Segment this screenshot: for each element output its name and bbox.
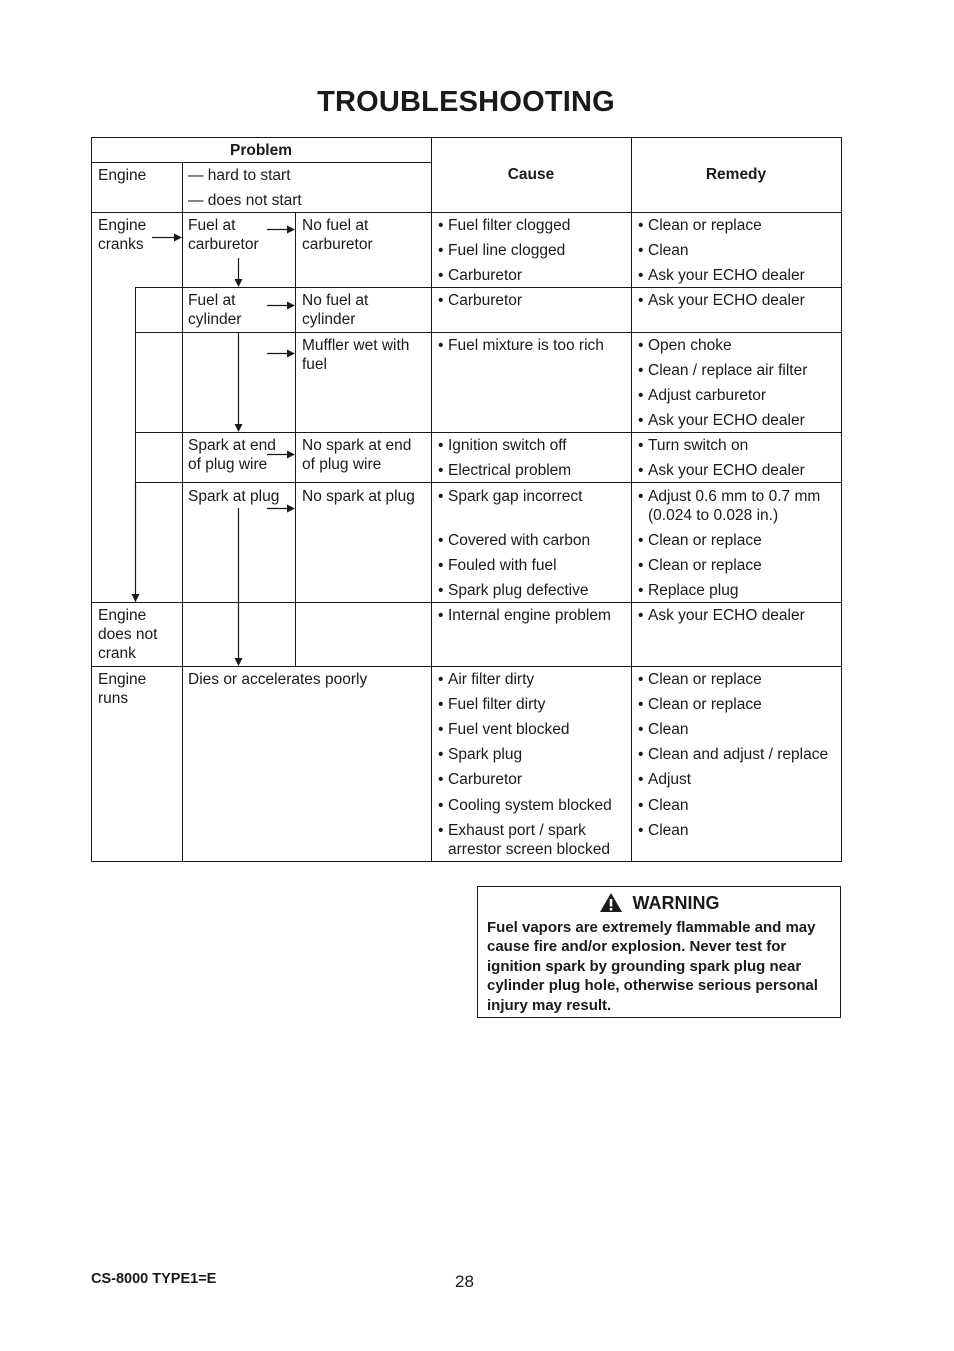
table-rule: [295, 212, 296, 667]
cause-item: • Carburetor: [438, 771, 523, 788]
no-fuel-at-cylinder-label: No fuel at cylinder: [302, 292, 369, 328]
engine-label: Engine: [98, 167, 147, 184]
dies-or-accelerates-label: Dies or accelerates poorly: [188, 671, 368, 688]
remedy-item: • Ask your ECHO dealer: [638, 267, 805, 284]
cause-item: • Fouled with fuel: [438, 557, 557, 574]
fuel-at-cylinder-label: Fuel at cylinder: [188, 292, 242, 328]
model-number: CS-8000 TYPE1=E: [91, 1271, 217, 1287]
no-fuel-at-carburetor-label: No fuel at carburetor: [302, 217, 373, 253]
cause-item: • Ignition switch off: [438, 437, 567, 454]
fuel-at-carburetor-label: Fuel at carburetor: [188, 217, 259, 253]
warning-box: [477, 886, 841, 1018]
flow-arrow-down-icon: [234, 258, 243, 287]
warning-text: Fuel vapors are extremely flammable and may cause fire and/or explosion. Never test for ignition spark by grounding spark plug near cylinder plug hole, otherwise serious personal injury may result.: [487, 919, 818, 1014]
remedy-item: • Clean or replace: [638, 557, 762, 574]
table-rule: [841, 137, 842, 862]
remedy-item: • Clean: [638, 797, 689, 814]
page-number: 28: [455, 1272, 474, 1291]
no-spark-at-end-label: No spark at end of plug wire: [302, 437, 412, 473]
cause-item: • Electrical problem: [438, 462, 572, 479]
table-rule: [631, 137, 632, 862]
table-rule: [91, 137, 92, 862]
remedy-item: • Clean: [638, 822, 689, 839]
warning-triangle-icon: [599, 892, 623, 913]
remedy-item: • Clean or replace: [638, 217, 762, 234]
table-rule: [91, 666, 842, 667]
cause-item: • Carburetor: [438, 267, 523, 284]
flow-arrow-right-icon: [267, 301, 295, 310]
remedy-item: • Ask your ECHO dealer: [638, 462, 805, 479]
engine-cranks-label: Engine cranks: [98, 217, 147, 253]
cause-item: • Spark gap incorrect: [438, 488, 583, 505]
spark-at-end-label: Spark at end of plug wire: [188, 437, 276, 473]
no-spark-at-plug-label: No spark at plug: [302, 488, 415, 505]
remedy-item: • Turn switch on: [638, 437, 749, 454]
remedy-item: • Replace plug: [638, 582, 739, 599]
cause-item: • Exhaust port / spark arrestor screen blocked: [438, 822, 610, 858]
table-rule: [135, 482, 842, 483]
table-rule: [91, 137, 842, 138]
cause-item: • Carburetor: [438, 292, 523, 309]
cause-item: • Air filter dirty: [438, 671, 535, 688]
remedy-item: • Clean / replace air filter: [638, 362, 808, 379]
cause-item: • Fuel mixture is too rich: [438, 337, 604, 354]
engine-does-not-crank-label: Engine does not crank: [98, 607, 158, 662]
remedy-item: • Adjust 0.6 mm to 0.7 mm (0.024 to 0.028 in.): [638, 488, 821, 524]
remedy-item: • Ask your ECHO dealer: [638, 292, 805, 309]
table-rule: [91, 212, 842, 213]
flow-arrow-right-icon: [267, 504, 295, 513]
flow-arrow-down-icon: [234, 508, 243, 666]
table-rule: [135, 287, 842, 288]
remedy-item: • Adjust: [638, 771, 692, 788]
flow-arrow-right-icon: [267, 349, 295, 358]
remedy-item: • Clean: [638, 721, 689, 738]
cause-item: • Fuel vent blocked: [438, 721, 570, 738]
flow-arrow-down-icon: [234, 332, 243, 432]
cause-item: • Fuel filter clogged: [438, 217, 571, 234]
table-rule: [91, 861, 842, 862]
engine-runs-label: Engine runs: [98, 671, 147, 707]
remedy-item: • Clean or replace: [638, 696, 762, 713]
cause-item: • Covered with carbon: [438, 532, 591, 549]
cause-item: • Fuel filter dirty: [438, 696, 546, 713]
cause-item: • Fuel line clogged: [438, 242, 566, 259]
flow-arrow-down-icon: [131, 482, 140, 602]
flow-arrow-right-icon: [267, 225, 295, 234]
remedy-item: • Clean or replace: [638, 532, 762, 549]
page-title: TROUBLESHOOTING: [317, 86, 615, 118]
remedy-header: Remedy: [705, 166, 767, 183]
remedy-item: • Open choke: [638, 337, 732, 354]
remedy-item: • Ask your ECHO dealer: [638, 607, 805, 624]
problem-header: Problem: [229, 142, 292, 159]
remedy-item: • Clean: [638, 242, 689, 259]
muffler-wet-label: Muffler wet with fuel: [302, 337, 410, 373]
table-rule: [91, 602, 842, 603]
remedy-item: • Adjust carburetor: [638, 387, 767, 404]
engine-conditions: — hard to start — does not start: [188, 167, 302, 209]
remedy-item: • Clean and adjust / replace: [638, 746, 829, 763]
cause-item: • Spark plug: [438, 746, 523, 763]
warning-heading: [478, 892, 840, 914]
remedy-item: • Clean or replace: [638, 671, 762, 688]
table-rule: [135, 432, 842, 433]
table-rule: [91, 162, 432, 163]
cause-item: • Cooling system blocked: [438, 797, 612, 814]
table-rule: [431, 137, 432, 862]
cause-item: • Internal engine problem: [438, 607, 611, 624]
cause-header: Cause: [507, 166, 555, 183]
flow-arrow-right-icon: [267, 450, 295, 459]
table-rule: [182, 162, 183, 862]
warning-heading-text: WARNING: [632, 893, 720, 913]
flow-arrow-right-icon: [152, 233, 182, 242]
cause-item: • Spark plug defective: [438, 582, 589, 599]
remedy-item: • Ask your ECHO dealer: [638, 412, 805, 429]
spark-at-plug-label: Spark at plug: [188, 488, 280, 505]
